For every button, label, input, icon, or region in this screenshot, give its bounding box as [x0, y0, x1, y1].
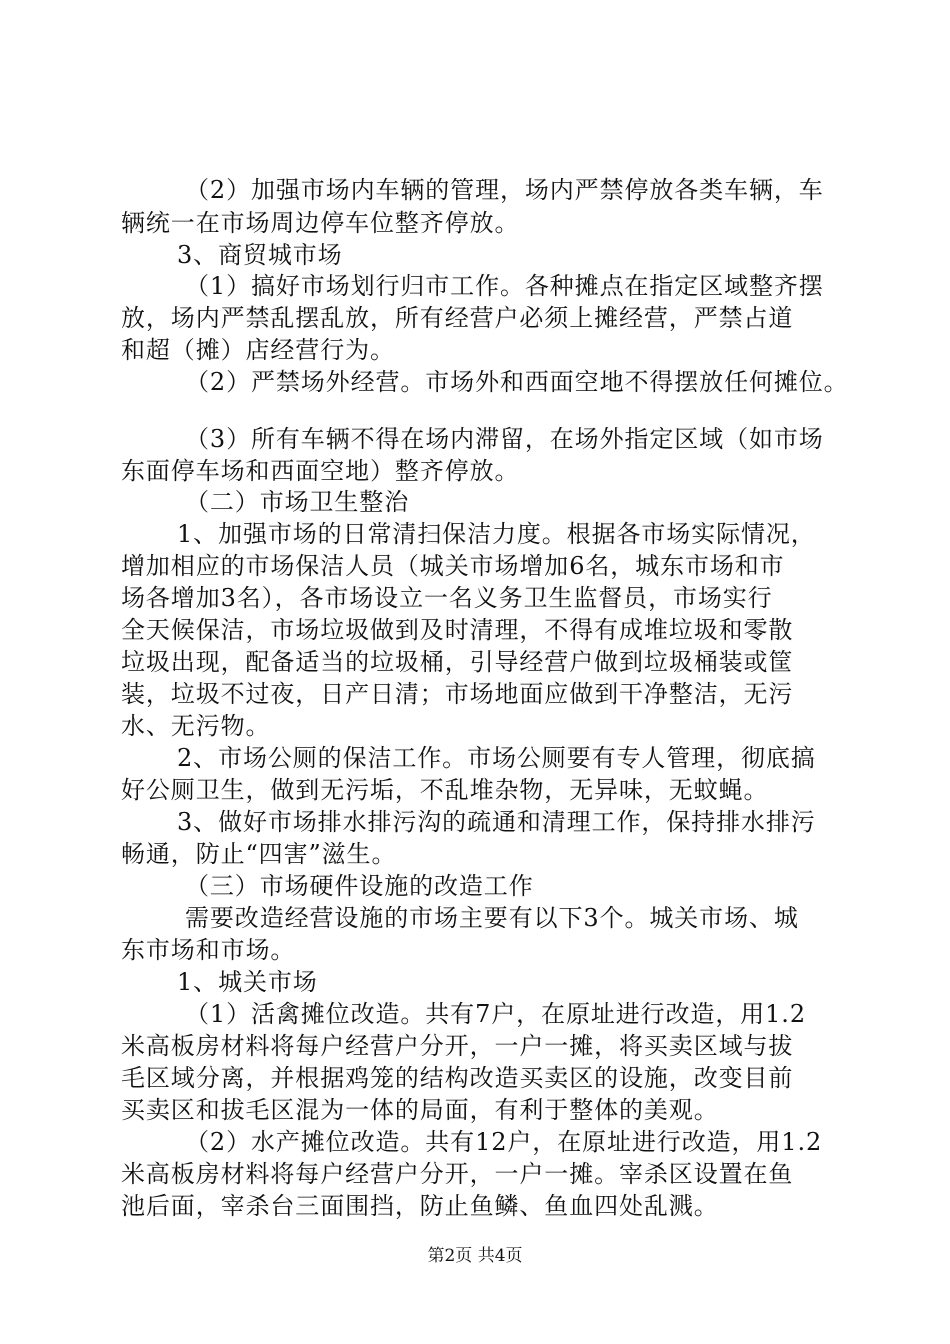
text-line: 场各增加3名），各市场设立一名义务卫生监督员，市场实行: [121, 584, 773, 612]
text-line: （2）水产摊位改造。共有12户，在原址进行改造，用1.2: [185, 1128, 823, 1156]
text-line: 需要改造经营设施的市场主要有以下3个。城关市场、城: [185, 904, 799, 932]
text-line: （2）严禁场外经营。市场外和西面空地不得摆放任何摊位。: [185, 368, 849, 396]
text-line: 水、无污物。: [121, 712, 271, 740]
text-line: （1）搞好市场划行归市工作。各种摊点在指定区域整齐摆: [185, 272, 824, 300]
text-line: （2）加强市场内车辆的管理，场内严禁停放各类车辆，车: [185, 176, 824, 204]
text-line: （3）所有车辆不得在场内滞留，在场外指定区域（如市场: [185, 425, 824, 453]
text-line: 1、城关市场: [177, 968, 318, 996]
text-line: 池后面，宰杀台三面围挡，防止鱼鳞、鱼血四处乱溅。: [121, 1192, 719, 1220]
text-line: 装，垃圾不过夜，日产日清；市场地面应做到干净整洁，无污: [121, 680, 794, 708]
text-line: 毛区域分离，并根据鸡笼的结构改造买卖区的设施，改变目前: [121, 1064, 794, 1092]
text-line: 畅通，防止“四害”滋生。: [121, 840, 397, 868]
section-heading: （三）市场硬件设施的改造工作: [185, 872, 534, 900]
text-line: 米高板房材料将每户经营户分开，一户一摊，将买卖区域与拔: [121, 1032, 794, 1060]
page-footer: 第2页 共4页: [427, 1246, 523, 1266]
text-line: 好公厕卫生，做到无污垢，不乱堆杂物，无异味，无蚊蝇。: [121, 776, 769, 804]
text-line: 东市场和市场。: [121, 936, 296, 964]
text-line: 3、做好市场排水排污沟的疏通和清理工作，保持排水排污: [177, 808, 816, 836]
text-line: 全天候保洁，市场垃圾做到及时清理，不得有成堆垃圾和零散: [121, 616, 794, 644]
text-line: 买卖区和拔毛区混为一体的局面，有利于整体的美观。: [121, 1096, 719, 1124]
text-line: 增加相应的市场保洁人员（城关市场增加6名，城东市场和市: [121, 552, 785, 580]
text-line: （1）活禽摊位改造。共有7户，在原址进行改造，用1.2: [185, 1000, 807, 1028]
text-line: 放，场内严禁乱摆乱放，所有经营户必须上摊经营，严禁占道: [121, 304, 794, 332]
text-line: 辆统一在市场周边停车位整齐停放。: [121, 209, 520, 237]
text-line: 和超（摊）店经营行为。: [121, 336, 395, 364]
text-line: 米高板房材料将每户经营户分开，一户一摊。宰杀区设置在鱼: [121, 1160, 794, 1188]
text-line: 1、加强市场的日常清扫保洁力度。根据各市场实际情况，: [177, 520, 816, 548]
text-line: 2、市场公厕的保洁工作。市场公厕要有专人管理，彻底搞: [177, 744, 816, 772]
text-line: 3、商贸城市场: [177, 241, 343, 269]
text-line: 垃圾出现，配备适当的垃圾桶，引导经营户做到垃圾桶装或筐: [121, 648, 794, 676]
section-heading: （二）市场卫生整治: [185, 488, 410, 516]
text-line: 东面停车场和西面空地）整齐停放。: [121, 457, 520, 485]
